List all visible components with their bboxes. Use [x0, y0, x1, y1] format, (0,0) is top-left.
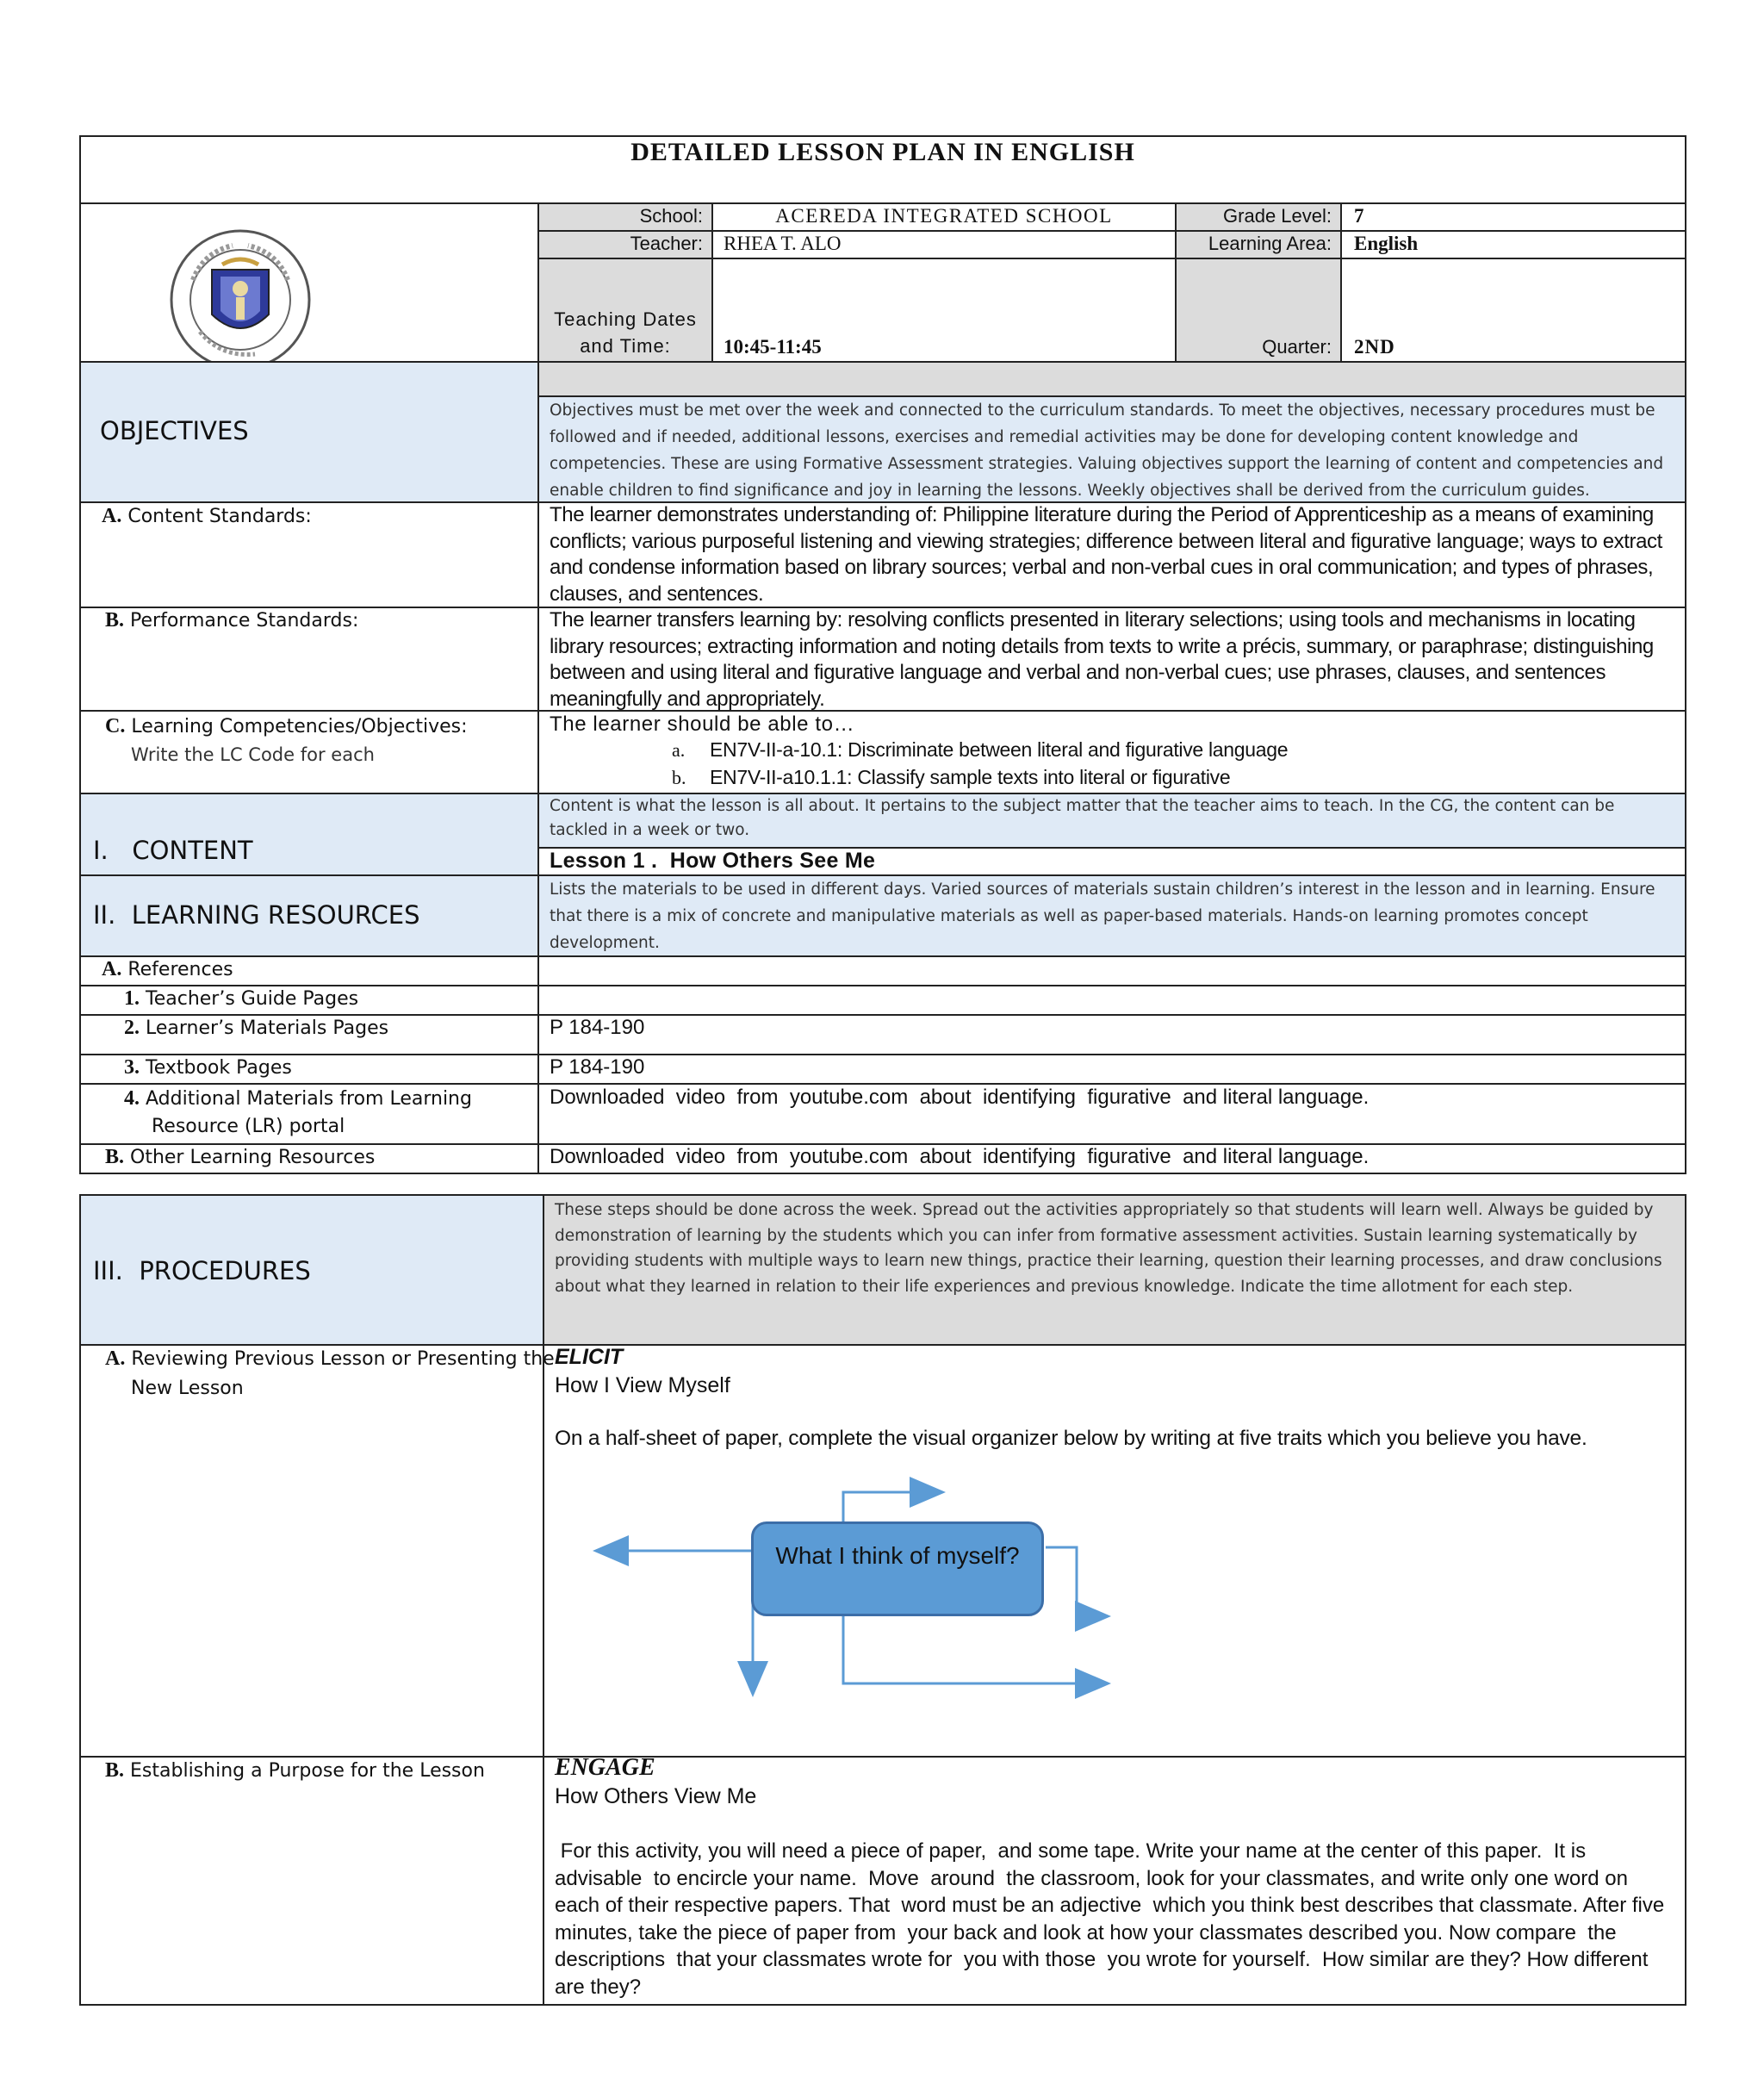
lr-text-label-2: Resource (LR) portal [152, 1116, 345, 1137]
competencies-intro: The learner should be able to… [550, 712, 855, 736]
blank-strip-left [79, 361, 539, 397]
tb-value-cell [537, 1054, 1686, 1085]
organizer-center-text: What I think of myself? [775, 1542, 1020, 1569]
tg-label [102, 987, 358, 1011]
competencies-text-label: Learning Competencies/Objectives: [131, 716, 468, 737]
tb-text-label: Textbook Pages [146, 1057, 292, 1079]
competency-b: EN7V-II-a10.1.1: Classify sample texts into literal or figurative [710, 766, 1231, 788]
tg-num: 1. [124, 987, 140, 1010]
tb-label [102, 1056, 292, 1080]
grade-value: 7 [1354, 205, 1364, 227]
competency-a-marker: a. [672, 739, 686, 761]
arrow-top [843, 1492, 941, 1521]
area-value: English [1354, 233, 1419, 254]
lm-value-cell [537, 1014, 1686, 1055]
references-label [79, 958, 233, 981]
lr-num: 4. [124, 1087, 140, 1110]
engage-text: For this activity, you will need a piece of paper, and some tape. Write your name at the center of this paper. It is advisable to encircle your name. Move around the classroom, look for your classmates, and write only one word on each of their respective papers. That word must be an adjective which you think best describes that classmate. After five minutes, take the piece of paper from your back and look at how your classmates described you. Now compare the descriptions that your classmates wrote for you with those you wrote for yourself. How similar are they? How different are they? [555, 1839, 1676, 1999]
reviewing-label-cell [79, 1344, 544, 1758]
quarter-value: 2ND [1354, 336, 1395, 358]
dates-value: 10:45-11:45 [724, 336, 822, 358]
lm-num: 2. [124, 1017, 140, 1039]
content-standards-text: The learner demonstrates understanding of: Philippine literature during the Period of Apprenticeship as a means of examining conflicts; various purposeful listening and viewing strategies; difference between literal and figurative language; ways to extract and condense information based on library sources; verbal and non-verbal cues in oral communication; and types of phrases, clauses, and sentences. [550, 503, 1662, 606]
content-standards-label [79, 505, 312, 528]
quarter-label: Quarter: [1262, 336, 1332, 358]
arrow-bottom [843, 1616, 1106, 1683]
content-standards-text-label: Content Standards: [127, 506, 312, 527]
reviewing-text-label-2: New Lesson [131, 1378, 244, 1399]
other-value: Downloaded video from youtube.com about identifying figurative and literal language. [550, 1145, 1370, 1168]
tb-value: P 184-190 [550, 1055, 645, 1079]
objectives-title: OBJECTIVES [100, 416, 249, 445]
competencies-letter: C. [105, 715, 126, 737]
page-title: DETAILED LESSON PLAN IN ENGLISH [630, 138, 1135, 166]
objectives-note: Objectives must be met over the week and connected to the curriculum standards. To meet the objectives, necessary procedures must be followed and if needed, additional lessons, exercises and remedial activities may be done for developing content knowledge and competencies. These are using Formative Assessment strategies. Valuing objectives support the learning of content and competencies and enable children to find significance and joy in learning the lessons. Weekly objectives shall be derived from the curriculum guides. [550, 401, 1664, 500]
lr-label [102, 1087, 472, 1111]
lm-text-label: Learner’s Materials Pages [146, 1017, 389, 1039]
procedures-note: These steps should be done across the week. Spread out the activities appropriately so that students will learn well. Always be guided by demonstration of learning by the students which you can infer from formative assessment activities. Sustain learning systematically by providing students with multiple ways to learn new things, practice their learning, question their learning processes, and draw conclusions about what they learned in relation to their life experiences and previous knowledge. Indicate the time allotment for each step. [555, 1201, 1662, 1296]
tg-text-label: Teacher’s Guide Pages [146, 988, 359, 1010]
content-standards-letter: A. [102, 505, 122, 527]
grade-label: Grade Level: [1223, 205, 1332, 227]
dates-label-line2: and Time: [580, 335, 671, 357]
blank-strip [537, 361, 1686, 397]
references-text-label: References [127, 959, 233, 980]
lr-value: Downloaded video from youtube.com about identifying figurative and literal language. [550, 1086, 1370, 1109]
engage-phase: ENGAGE [555, 1754, 655, 1781]
elicit-heading: How I View Myself [555, 1373, 730, 1397]
other-text-label: Other Learning Resources [130, 1147, 376, 1168]
performance-standards-letter: B. [105, 609, 125, 632]
resources-title: II. LEARNING RESOURCES [93, 900, 420, 930]
performance-standards-text-label: Performance Standards: [130, 610, 359, 632]
lm-value: P 184-190 [550, 1016, 645, 1039]
other-letter: B. [105, 1146, 125, 1168]
school-label: School: [639, 205, 703, 227]
competency-a: EN7V-II-a-10.1: Discriminate between literal and figurative language [710, 738, 1289, 761]
content-note: Content is what the lesson is all about. It pertains to the subject matter that the teacher aims to teach. In the CG, the content can be tackled in a week or two. [550, 797, 1615, 839]
references-letter: A. [102, 958, 122, 980]
reviewing-label [83, 1347, 555, 1371]
competency-b-marker: b. [672, 767, 686, 788]
purpose-label-cell [79, 1756, 544, 2006]
school-value: ACEREDA INTEGRATED SCHOOL [775, 205, 1113, 227]
competencies-sub: Write the LC Code for each [131, 744, 375, 765]
content-title: I. CONTENT [93, 836, 253, 865]
lm-label [102, 1017, 388, 1040]
reviewing-letter: A. [105, 1347, 126, 1370]
tg-value-cell [537, 985, 1686, 1016]
arrow-right [1046, 1547, 1106, 1616]
engage-heading: How Others View Me [555, 1784, 757, 1808]
performance-standards-label [83, 609, 358, 632]
teacher-value: RHEA T. ALO [724, 233, 842, 254]
teacher-label: Teacher: [630, 233, 703, 254]
procedures-title: III. PROCEDURES [93, 1256, 311, 1285]
objectives-title-cell [79, 395, 539, 503]
elicit-phase: ELICIT [555, 1345, 624, 1369]
resources-note: Lists the materials to be used in different days. Varied sources of materials sustain children’s interest in the lesson and in learning. Ensure that there is a mix of concrete and manipulative materials as well as paper-based materials. Hands-on learning promotes concept development. [550, 880, 1655, 952]
tb-num: 3. [124, 1056, 140, 1079]
area-label: Learning Area: [1208, 233, 1332, 254]
other-label [83, 1146, 375, 1169]
competencies-label [83, 715, 468, 738]
references-value-cell [537, 955, 1686, 986]
performance-standards-text: The learner transfers learning by: resolving conflicts presented in literary selections; using tools and mechanisms in locating library resources; extracting information and noting details from texts to write a précis, summary, or paraphrase; distinguishing between and using literal and figurative language and verbal and non-verbal cues; use phrases, clauses, and sentences meaningfully and appropriately. [550, 608, 1654, 711]
purpose-label [83, 1759, 485, 1783]
lesson-title: Lesson 1 . How Others See Me [550, 849, 876, 873]
reviewing-text-label-1: Reviewing Previous Lesson or Presenting the [131, 1348, 555, 1370]
dates-label-line1: Teaching Dates [554, 308, 697, 330]
grade-value-cell [1340, 202, 1686, 232]
purpose-text-label: Establishing a Purpose for the Lesson [130, 1760, 485, 1782]
purpose-letter: B. [105, 1759, 125, 1782]
deped-seal-logo [169, 228, 312, 371]
lr-text-label-1: Additional Materials from Learning [146, 1088, 472, 1110]
elicit-instruction: On a half-sheet of paper, complete the visual organizer below by writing at five traits which you believe you have. [555, 1427, 1587, 1450]
